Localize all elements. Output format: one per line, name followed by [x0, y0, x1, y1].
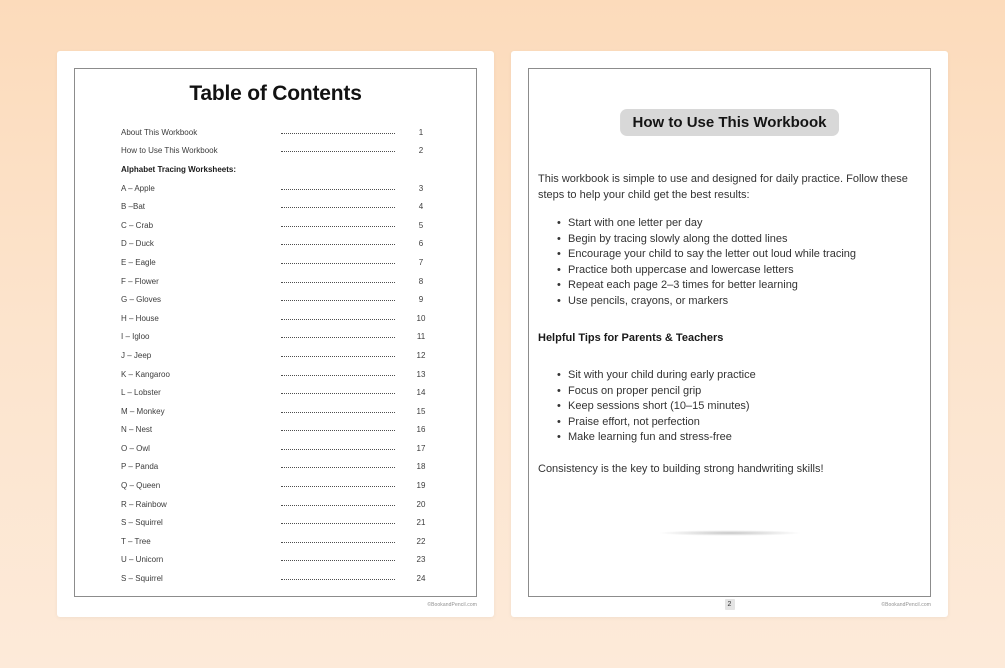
toc-page-number: 6 [418, 239, 424, 249]
toc-row [121, 513, 429, 532]
toc-page-number: 8 [418, 276, 424, 286]
toc-page-number: 22 [416, 536, 426, 546]
toc-page-number: 23 [416, 555, 426, 565]
toc-row [121, 253, 429, 272]
toc-page-number: 17 [416, 443, 426, 453]
toc-page-number: 4 [418, 202, 424, 212]
toc-dotted-leader [281, 579, 395, 580]
toc-page-number: 20 [416, 499, 426, 509]
toc-dotted-leader [281, 263, 395, 264]
how-to-use-page [511, 51, 948, 617]
toc-page-number: 19 [416, 481, 426, 491]
toc-title: Table of Contents [189, 82, 362, 105]
toc-dotted-leader [281, 560, 395, 561]
toc-entry-label: J – Jeep [121, 350, 152, 360]
toc-dotted-leader [281, 375, 395, 376]
toc-row [121, 235, 429, 254]
steps-bullet-list [557, 216, 919, 309]
toc-row [121, 402, 429, 421]
toc-page-number: 9 [418, 295, 424, 305]
toc-row [121, 123, 429, 142]
toc-dotted-leader [281, 189, 395, 190]
toc-dotted-leader [281, 412, 395, 413]
toc-entry-label: P – Panda [121, 462, 159, 472]
toc-page [57, 51, 494, 617]
toc-dotted-leader [281, 505, 395, 506]
toc-entry-label: S – Squirrel [121, 518, 163, 528]
toc-dotted-leader [281, 356, 395, 357]
toc-page-number: 1 [418, 127, 424, 137]
toc-entry-label: G – Gloves [121, 295, 162, 305]
toc-dotted-leader [281, 226, 395, 227]
toc-dotted-leader [281, 207, 395, 208]
toc-row [121, 197, 429, 216]
step-item: • Repeat each page 2–3 times for better learning [557, 278, 919, 294]
toc-row [121, 272, 429, 291]
toc-entry-label: H – House [121, 313, 159, 323]
toc-dotted-leader [281, 542, 395, 543]
toc-list [121, 123, 429, 588]
toc-dotted-leader [281, 393, 395, 394]
toc-dotted-leader [281, 449, 395, 450]
toc-dotted-leader [281, 282, 395, 283]
toc-entry-label: F – Flower [121, 276, 159, 286]
toc-entry-label: I – Igloo [121, 332, 150, 342]
toc-entry-label: Q – Queen [121, 481, 161, 491]
toc-page-number: 15 [416, 406, 426, 416]
copyright-footer: ©BookandPencil.com [427, 602, 477, 608]
toc-row [121, 290, 429, 309]
toc-row [121, 476, 429, 495]
toc-page-number: 14 [416, 388, 426, 398]
tip-item: • Focus on proper pencil grip [557, 384, 919, 400]
toc-page-number: 13 [416, 369, 426, 379]
toc-row [121, 328, 429, 347]
divider-ornament [655, 530, 805, 536]
toc-entry-label: S – Squirrel [121, 574, 163, 584]
toc-entry-label: A – Apple [121, 183, 155, 193]
step-item: • Practice both uppercase and lowercase letters [557, 263, 919, 279]
toc-dotted-leader [281, 300, 395, 301]
step-item: • Begin by tracing slowly along the dotted lines [557, 232, 919, 248]
toc-dotted-leader [281, 319, 395, 320]
toc-row [121, 569, 429, 588]
toc-entry-label: O – Owl [121, 443, 150, 453]
toc-row [121, 346, 429, 365]
toc-dotted-leader [281, 151, 395, 152]
tip-item: • Make learning fun and stress-free [557, 430, 919, 446]
tip-item: • Sit with your child during early practice [557, 368, 919, 384]
toc-entry-label: R – Rainbow [121, 499, 167, 509]
step-item: • Encourage your child to say the letter out loud while tracing [557, 247, 919, 263]
toc-row [121, 383, 429, 402]
copyright-footer: ©BookandPencil.com [881, 602, 931, 608]
toc-entry-label: B –Bat [121, 202, 146, 212]
toc-entry-label: T – Tree [121, 536, 151, 546]
toc-page-number: 7 [418, 257, 424, 267]
toc-page-number: 10 [416, 313, 426, 323]
toc-page-number: 2 [418, 146, 424, 156]
toc-row [121, 551, 429, 570]
how-to-use-title: How to Use This Workbook [620, 109, 840, 136]
toc-row [121, 439, 429, 458]
toc-page-number: 18 [416, 462, 426, 472]
toc-row [121, 458, 429, 477]
step-item: • Start with one letter per day [557, 216, 919, 232]
toc-dotted-leader [281, 523, 395, 524]
toc-dotted-leader [281, 337, 395, 338]
toc-dotted-leader [281, 244, 395, 245]
toc-row [121, 160, 429, 179]
tips-bullet-list [557, 368, 919, 446]
toc-entry-label: C – Crab [121, 220, 154, 230]
tips-heading: Helpful Tips for Parents & Teachers [538, 332, 724, 344]
toc-row [121, 216, 429, 235]
toc-row [121, 142, 429, 161]
toc-entry-label: How to Use This Workbook [121, 146, 218, 156]
toc-page-number: 5 [418, 220, 424, 230]
toc-dotted-leader [281, 133, 395, 134]
step-item: • Use pencils, crayons, or markers [557, 294, 919, 310]
toc-page-number: 3 [418, 183, 424, 193]
intro-paragraph: This workbook is simple to use and designed for daily practice. Follow these steps to help your child get the best results: [538, 173, 908, 201]
toc-entry-label: N – Nest [121, 425, 153, 435]
toc-page-number: 21 [416, 518, 426, 528]
toc-page-number: 11 [416, 332, 426, 342]
toc-dotted-leader [281, 486, 395, 487]
toc-entry-label: L – Lobster [121, 388, 161, 398]
toc-entry-label: K – Kangaroo [121, 369, 170, 379]
toc-page-number: 24 [416, 574, 426, 584]
toc-row [121, 365, 429, 384]
toc-page-number: 16 [416, 425, 426, 435]
toc-entry-label: U – Unicorn [121, 555, 164, 565]
closing-paragraph: Consistency is the key to building strong handwriting skills! [538, 463, 824, 475]
tip-item: • Keep sessions short (10–15 minutes) [557, 399, 919, 415]
toc-row [121, 309, 429, 328]
toc-page-number: 12 [416, 350, 426, 360]
toc-entry-label: M – Monkey [121, 406, 165, 416]
page-number-badge: 2 [725, 599, 735, 610]
toc-row [121, 532, 429, 551]
toc-row [121, 495, 429, 514]
toc-dotted-leader [281, 467, 395, 468]
toc-dotted-leader [281, 430, 395, 431]
toc-entry-label: E – Eagle [121, 257, 156, 267]
toc-entry-label: About This Workbook [121, 127, 198, 137]
toc-row [121, 179, 429, 198]
toc-entry-label: D – Duck [121, 239, 154, 249]
toc-row [121, 421, 429, 440]
tip-item: • Praise effort, not perfection [557, 415, 919, 431]
toc-entry-label: Alphabet Tracing Worksheets: [121, 164, 236, 174]
